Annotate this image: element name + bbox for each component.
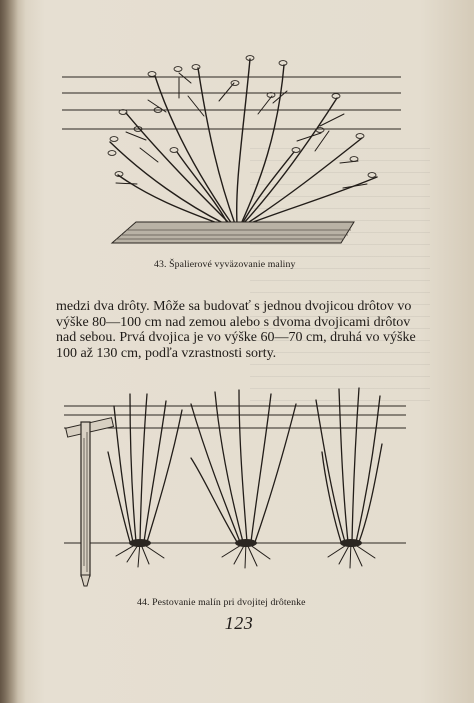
espalier-raspberry-illustration — [54, 38, 410, 250]
figure-43-caption: 43. Špalierové vyväzovanie maliny — [154, 259, 296, 270]
double-wire-trellis-illustration — [46, 376, 416, 590]
gutter-shadow — [0, 0, 18, 703]
body-paragraph — [56, 299, 416, 361]
paragraph-line: medzi dva drôty. Môže sa budovať s jednou dvojicou drôtov vo — [56, 299, 412, 314]
figure-44-caption: 44. Pestovanie malín pri dvojitej drôtenke — [137, 597, 306, 608]
wooden-post — [66, 418, 114, 586]
paragraph-line: 100 až 130 cm, podľa vzrastnosti sorty. — [56, 345, 277, 361]
paragraph-line: nad sebou. Prvá dvojica je vo výške 60—70 cm, druhá vo výške — [56, 330, 416, 346]
paragraph-line: výške 80—100 cm nad zemou alebo s dvoma dvojicami drôtov — [56, 314, 411, 330]
page-number: 123 — [224, 613, 254, 633]
